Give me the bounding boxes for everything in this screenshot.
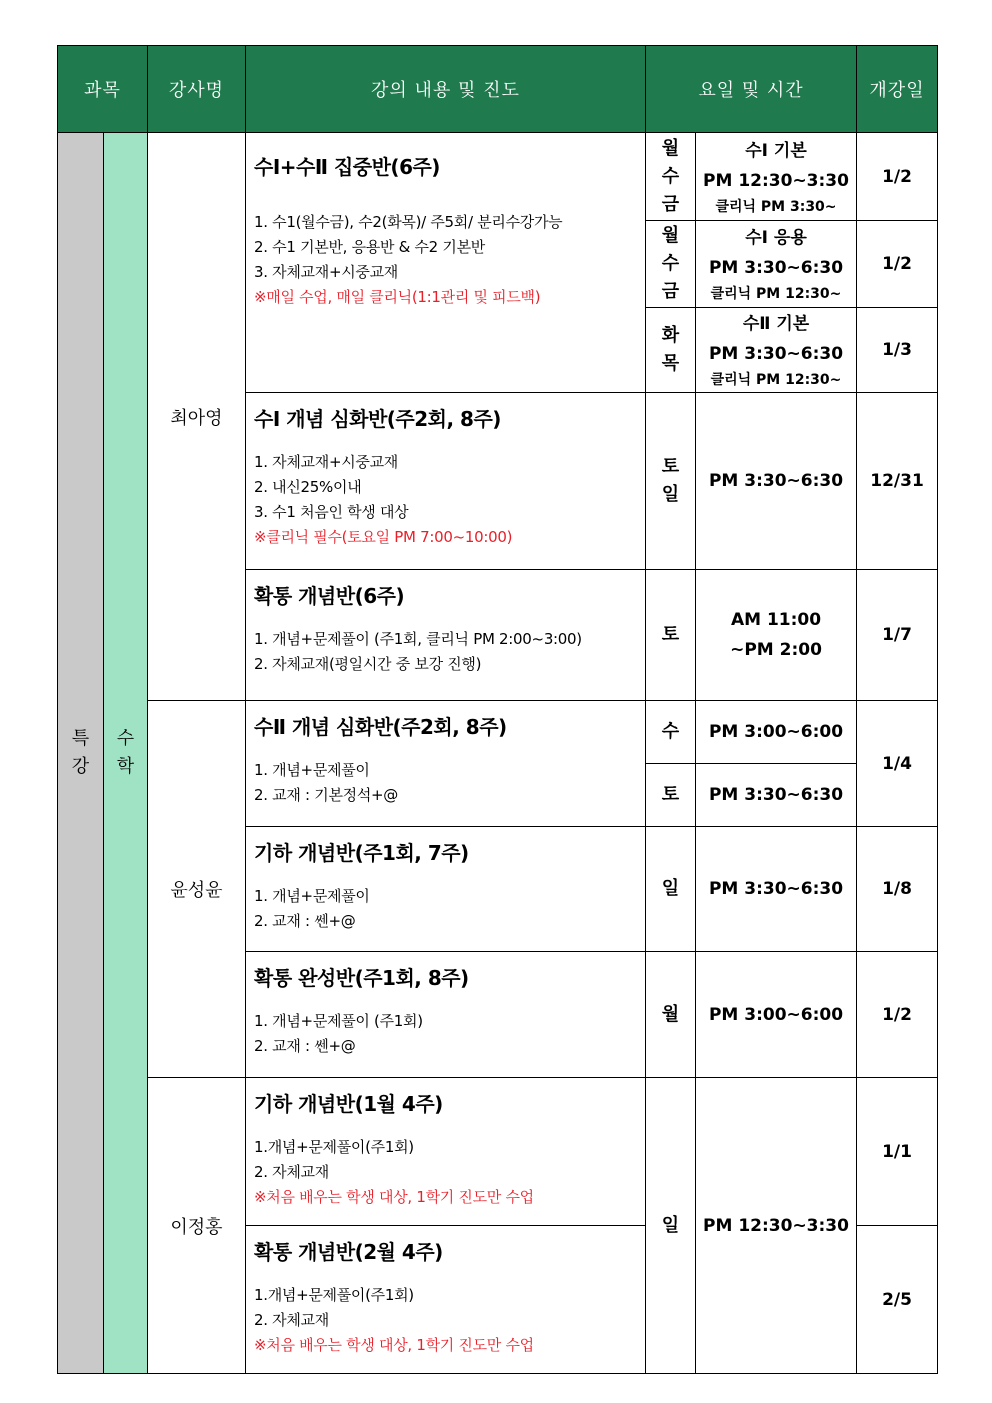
time-cell: AM 11:00 ~PM 2:00 (696, 570, 857, 701)
header-content: 강의 내용 및 진도 (246, 46, 646, 133)
time-cell: PM 3:30~6:30 (696, 827, 857, 952)
start-date: 1/8 (857, 827, 938, 952)
course-title: 기하 개념반(1월 4주) (254, 1092, 443, 1116)
instructor-name: 이정홍 (148, 1078, 246, 1374)
header-subject: 과목 (58, 46, 148, 133)
day-cell: 월 수 금 (646, 133, 696, 221)
day-cell: 토 일 (646, 393, 696, 570)
course-note: ※클리닉 필수(토요일 PM 7:00~10:00) (254, 528, 513, 546)
course-title: 수Ⅰ 개념 심화반(주2회, 8주) (254, 407, 501, 431)
start-date: 1/3 (857, 308, 938, 393)
start-date: 12/31 (857, 393, 938, 570)
start-date: 1/4 (857, 701, 938, 827)
time-cell: 수Ⅰ 기본 PM 12:30~3:30 클리닉 PM 3:30~ (696, 133, 857, 221)
day-cell: 토 (646, 764, 696, 827)
instructor-name: 윤성윤 (148, 701, 246, 1078)
table-row (58, 133, 938, 221)
course-cell: 확통 완성반(주1회, 8주) 1. 개념+문제풀이 (주1회) 2. 교재 : 쎈+@ (246, 952, 646, 1078)
course-cell: 기하 개념반(주1회, 7주) 1. 개념+문제풀이 2. 교재 : 쎈+@ (246, 827, 646, 952)
category-special: 특 강 (58, 133, 104, 1374)
time-cell: PM 3:30~6:30 (696, 764, 857, 827)
course-cell: 수Ⅱ 개념 심화반(주2회, 8주) 1. 개념+문제풀이 2. 교재 : 기본정석+@ (246, 701, 646, 827)
day-cell: 일 (646, 827, 696, 952)
time-cell: 수Ⅱ 기본 PM 3:30~6:30 클리닉 PM 12:30~ (696, 308, 857, 393)
course-title: 확통 개념반(2월 4주) (254, 1240, 443, 1264)
start-date: 1/7 (857, 570, 938, 701)
start-date: 1/2 (857, 133, 938, 221)
course-cell: 기하 개념반(1월 4주) 1.개념+문제풀이(주1회) 2. 자체교재 ※처음 배우는 학생 대상, 1학기 진도만 수업 (246, 1078, 646, 1226)
time-cell: PM 12:30~3:30 (696, 1078, 857, 1374)
table-row (58, 1078, 938, 1226)
start-date: 1/2 (857, 952, 938, 1078)
day-cell: 화 목 (646, 308, 696, 393)
time-cell: 수Ⅰ 응용 PM 3:30~6:30 클리닉 PM 12:30~ (696, 221, 857, 308)
table-row (58, 701, 938, 764)
course-cell: 수Ⅰ 개념 심화반(주2회, 8주) 1. 자체교재+시중교재 2. 내신25%이내 3. 수1 처음인 학생 대상 ※클리닉 필수(토요일 PM 7:00~10:00) (246, 393, 646, 570)
start-date: 1/2 (857, 221, 938, 308)
course-title: 확통 개념반(6주) (254, 584, 405, 608)
time-cell: PM 3:00~6:00 (696, 701, 857, 764)
day-cell: 토 (646, 570, 696, 701)
course-note: ※처음 배우는 학생 대상, 1학기 진도만 수업 (254, 1188, 534, 1206)
day-cell: 수 (646, 701, 696, 764)
category-math: 수 학 (104, 133, 148, 1374)
day-cell: 일 (646, 1078, 696, 1374)
course-cell: 확통 개념반(2월 4주) 1.개념+문제풀이(주1회) 2. 자체교재 ※처음 배우는 학생 대상, 1학기 진도만 수업 (246, 1226, 646, 1374)
instructor-name: 최아영 (148, 133, 246, 701)
header-start: 개강일 (857, 46, 938, 133)
course-title: 확통 완성반(주1회, 8주) (254, 966, 469, 990)
time-cell: PM 3:00~6:00 (696, 952, 857, 1078)
start-date: 1/1 (857, 1078, 938, 1226)
header-instructor: 강사명 (148, 46, 246, 133)
course-title: 기하 개념반(주1회, 7주) (254, 841, 469, 865)
course-note: ※매일 수업, 매일 클리닉(1:1관리 및 피드백) (254, 288, 541, 306)
course-cell: 확통 개념반(6주) 1. 개념+문제풀이 (주1회, 클리닉 PM 2:00~3:00) 2. 자체교재(평일시간 중 보강 진행) (246, 570, 646, 701)
course-title: 수Ⅰ+수Ⅱ 집중반(6주) (254, 155, 440, 179)
course-note: ※처음 배우는 학생 대상, 1학기 진도만 수업 (254, 1336, 534, 1354)
day-cell: 월 (646, 952, 696, 1078)
schedule-table (57, 45, 938, 1374)
day-cell: 월 수 금 (646, 221, 696, 308)
start-date: 2/5 (857, 1226, 938, 1374)
time-cell: PM 3:30~6:30 (696, 393, 857, 570)
header-schedule: 요일 및 시간 (646, 46, 857, 133)
header-row (58, 46, 938, 133)
course-cell: 수Ⅰ+수Ⅱ 집중반(6주) 1. 수1(월수금), 수2(화목)/ 주5회/ 분리수강가능 2. 수1 기본반, 응용반 & 수2 기본반 3. 자체교재+시중교재 ※매일 수업, 매일 클리닉(1:1관리 및 피드백) (246, 133, 646, 393)
course-title: 수Ⅱ 개념 심화반(주2회, 8주) (254, 715, 507, 739)
